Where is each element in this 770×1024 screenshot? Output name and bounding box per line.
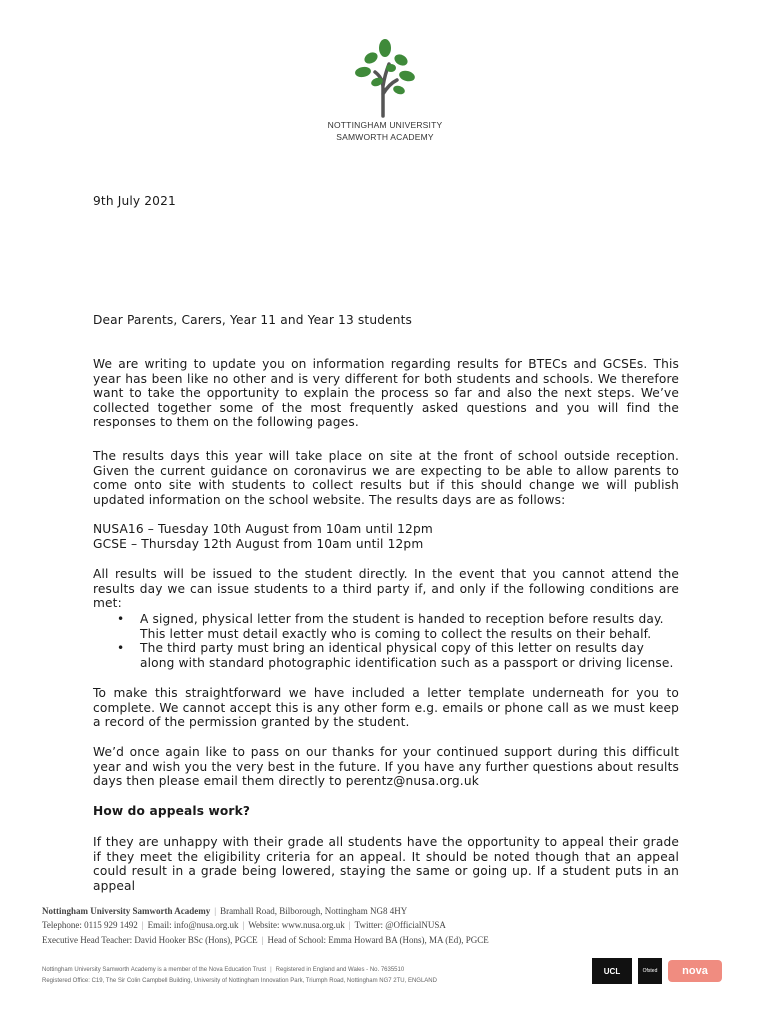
footer-address: Nottingham University Samworth Academy | Bramhall Road, Bilborough, Nottingham NG8 4HY [42,906,408,916]
footer-website[interactable]: Website: www.nusa.org.uk [248,920,345,930]
list-item-text: A signed, physical letter from the student is handed to reception before results day. This letter must detail exactly who is coming to collect the results on their behalf. [140,612,664,641]
school-name-line1: NOTTINGHAM UNIVERSITY [327,120,443,130]
list-item-text: The third party must bring an identical physical copy of this letter on results day along with standard photographic identification such as a passport or driving license. [140,641,674,670]
footer-badges [592,958,722,984]
ofsted-logo: Ofsted [638,958,662,984]
footer-email[interactable]: Email: info@nusa.org.uk [147,920,239,930]
footer-address-text: Bramhall Road, Bilborough, Nottingham NG8 4HY [220,906,408,916]
footer-trust-text: Nottingham University Samworth Academy is a member of the Nova Education Trust [42,967,267,973]
list-item [93,641,679,670]
letter-date: 9th July 2021 [93,194,176,208]
footer-registration: Registered in England and Wales - No. 7635510 [275,967,405,973]
paragraph-template: To make this straightforward we have included a letter template underneath for you to complete. We cannot accept this is any other form e.g. emails or phone call as we must keep a record of the permission granted by the student. [93,686,679,730]
tree-logo-icon [345,38,425,118]
footer-twitter[interactable]: Twitter: @OfficialNUSA [354,920,446,930]
footer-telephone: Telephone: 0115 929 1492 [42,920,138,930]
results-date-nusa16: NUSA16 – Tuesday 10th August from 10am until 12pm [93,522,433,536]
footer-staff: Executive Head Teacher: David Hooker BSc (Hons), PGCE | Head of School: Emma Howard BA (Hons), MA (Ed), PGCE [42,935,489,945]
bullet-icon: • [117,612,125,626]
paragraph-intro: We are writing to update you on information regarding results for BTECs and GCSEs. This year has been like no other and is very different for both students and schools. We therefore want to take the opportunity to explain the process so far and also the next steps. We’ve collected together some of the most frequently asked questions and you will find the responses to them on the following pages. [93,357,679,430]
nova-trust-logo: nova [668,960,722,982]
heading-appeals: How do appeals work? [93,804,251,818]
footer-school-name: Nottingham University Samworth Academy [42,906,211,916]
footer-contact: Telephone: 0115 929 1492 | Email: info@nusa.org.uk | Website: www.nusa.org.uk | Twitter: @OfficialNUSA [42,920,446,930]
school-logo [320,38,450,142]
ucl-beacon-school-logo: UCL [592,958,632,984]
paragraph-appeals: If they are unhappy with their grade all students have the opportunity to appeal their grade if they meet the eligibility criteria for an appeal. It should be noted though that an appeal could result in a grade being lowered, staying the same or going up. If a student puts in an appeal [93,835,679,893]
footer-registered-office: Registered Office: C19, The Sir Colin Campbell Building, University of Nottingham Innovation Park, Triumph Road, Nottingham NG7 2TU, ENGLAND [42,978,437,984]
footer-executive-head: Executive Head Teacher: David Hooker BSc (Hons), PGCE [42,935,258,945]
school-name-line2: SAMWORTH ACADEMY [336,132,434,142]
paragraph-third-party: All results will be issued to the student directly. In the event that you cannot attend the results day we can issue students to a third party if, and only if the following conditions are met: [93,567,679,611]
paragraph-thanks: We’d once again like to pass on our thanks for your continued support during this difficult year and wish you the very best in the future. If you have any further questions about results days then please email them directly to perentz@nusa.org.uk [93,745,679,789]
conditions-list [93,612,679,670]
footer-head-of-school: Head of School: Emma Howard BA (Hons), MA (Ed), PGCE [267,935,489,945]
paragraph-results-days: The results days this year will take place on site at the front of school outside reception. Given the current guidance on coronavirus we are expecting to be able to allow parents to come onto site with students to collect results but if this should change we will publish updated information on the school website. The results days are as follows: [93,449,679,507]
footer-trust: Nottingham University Samworth Academy is a member of the Nova Education Trust | Registered in England and Wales - No. 7635510 [42,967,405,973]
results-date-gcse: GCSE – Thursday 12th August from 10am until 12pm [93,537,424,551]
list-item [93,612,679,641]
salutation: Dear Parents, Carers, Year 11 and Year 13 students [93,313,413,327]
bullet-icon: • [117,641,125,656]
